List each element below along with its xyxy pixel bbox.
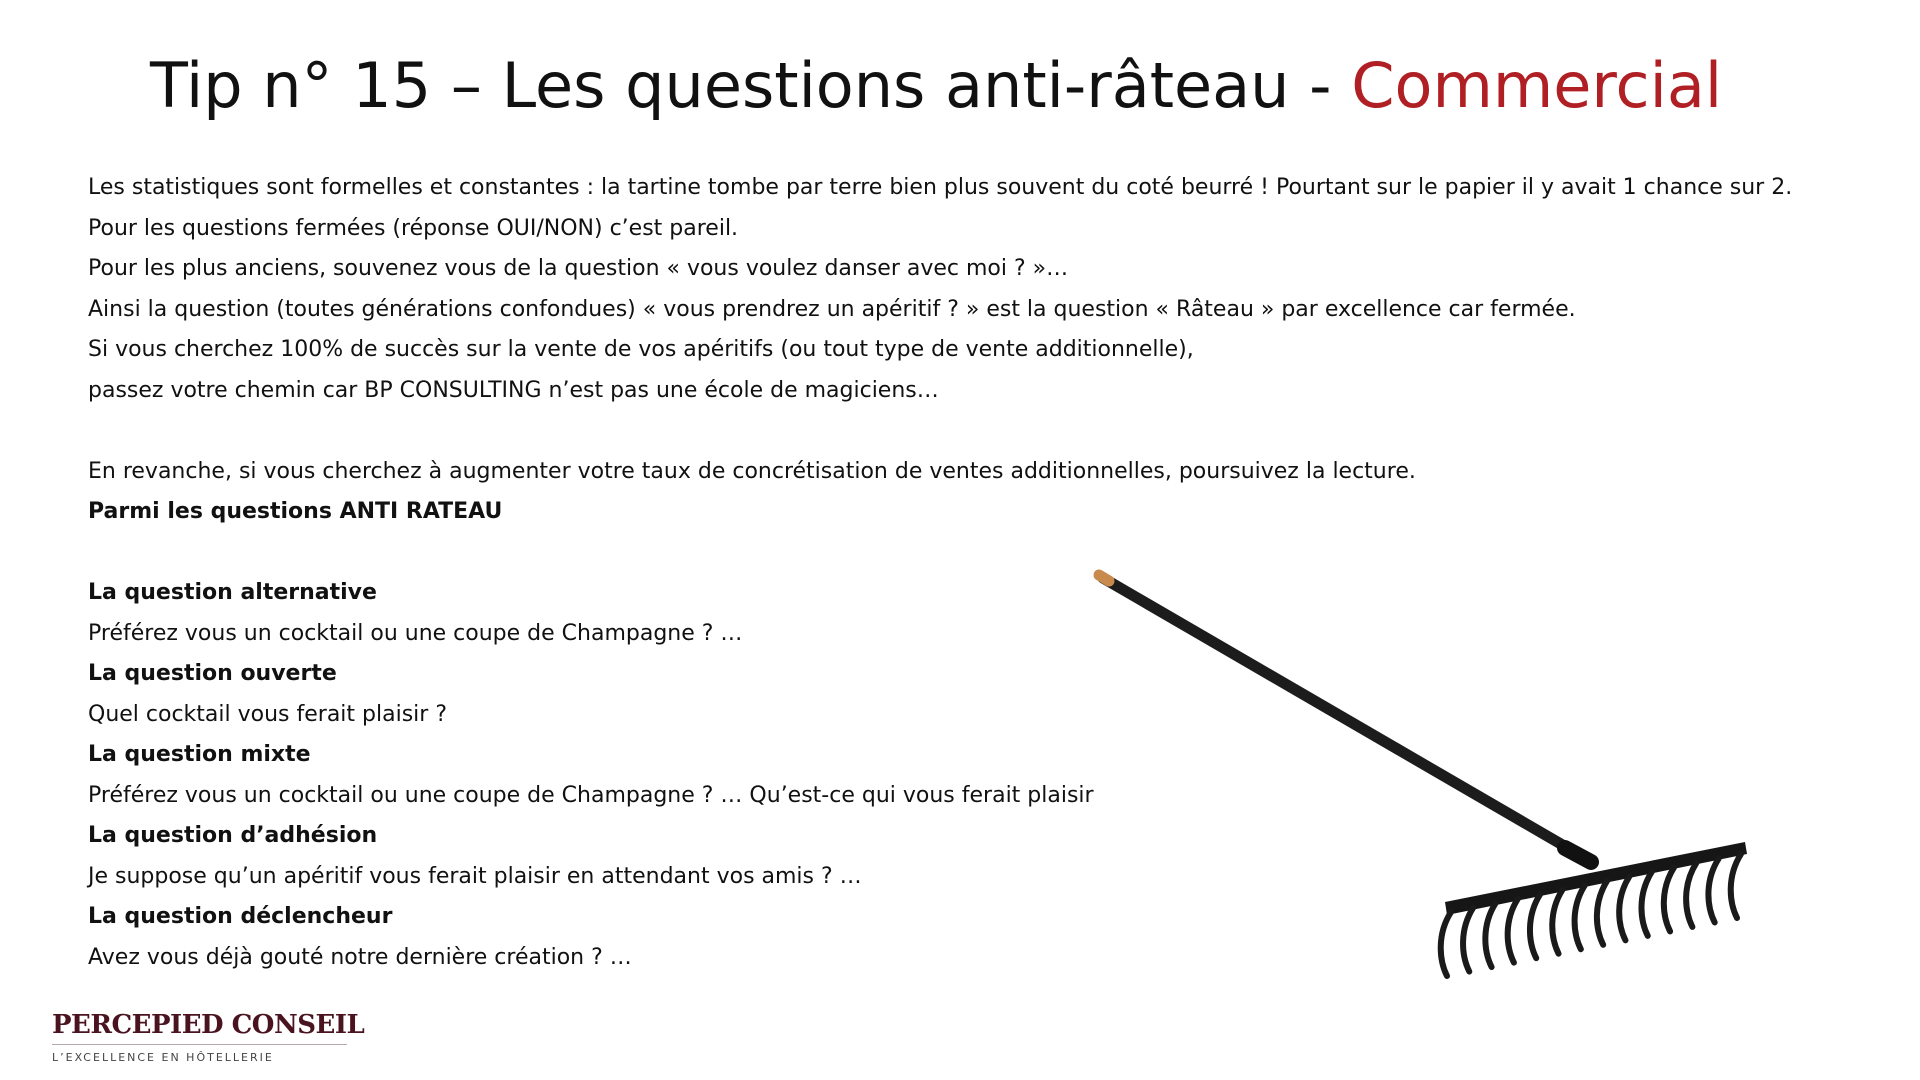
question-heading: La question mixte [88, 742, 311, 767]
rake-ferrule [1565, 848, 1591, 862]
question-heading: La question d’adhésion [88, 823, 378, 848]
body-line: En revanche, si vous cherchez à augmenter votre taux de concrétisation de ventes additionnelles, poursuivez la lecture. [88, 458, 1416, 484]
company-logo [52, 1012, 372, 1064]
question-heading: La question alternative [88, 580, 377, 605]
question-example: Avez vous déjà gouté notre dernière création ? … [88, 944, 632, 970]
rake-tine [1597, 881, 1607, 945]
slide-title [150, 49, 1723, 122]
rake-tine [1508, 899, 1518, 963]
rake-tine [1731, 854, 1741, 918]
rake-tine [1552, 890, 1562, 954]
rake-tine [1686, 863, 1696, 927]
section-heading: Parmi les questions ANTI RATEAU [88, 499, 503, 524]
question-example: Préférez vous un cocktail ou une coupe de Champagne ? … [88, 620, 743, 646]
rake-tine [1708, 858, 1718, 922]
slide-title-main: Tip n° 15 – Les questions anti-râteau - [150, 49, 1352, 122]
body-line: passez votre chemin car BP CONSULTING n’est pas une école de magiciens… [88, 377, 939, 403]
body-line: Si vous cherchez 100% de succès sur la vente de vos apéritifs (ou tout type de vente additionnelle), [88, 337, 1194, 362]
question-example: Préférez vous un cocktail ou une coupe de Champagne ? … Qu’est-ce qui vous ferait plaisir [88, 782, 1094, 808]
rake-tine [1642, 872, 1652, 936]
rake-handle-tip [1099, 575, 1109, 581]
rake-tine [1441, 912, 1451, 976]
rake-handle [1103, 578, 1585, 858]
body-line: Pour les questions fermées (réponse OUI/NON) c’est pareil. [88, 215, 739, 241]
body-line: Pour les plus anciens, souvenez vous de la question « vous voulez danser avec moi ? »… [88, 256, 1069, 281]
logo-divider [52, 1044, 347, 1045]
rake-tine [1530, 894, 1540, 958]
rake-tines [1441, 854, 1741, 976]
question-example: Quel cocktail vous ferait plaisir ? [88, 701, 447, 727]
slide-title-accent: Commercial [1351, 49, 1723, 122]
question-heading: La question ouverte [88, 661, 337, 686]
question-heading: La question déclencheur [88, 904, 393, 929]
rake-tine [1619, 876, 1629, 940]
body-line: Les statistiques sont formelles et constantes : la tartine tombe par terre bien plus souvent du coté beurré ! Pourtant sur le papier il y avait 1 chance sur 2. [88, 175, 1793, 200]
paragraph-spacer [88, 411, 1808, 452]
rake-tine [1463, 908, 1473, 972]
rake-icon [1085, 560, 1785, 980]
question-example: Je suppose qu’un apéritif vous ferait plaisir en attendant vos amis ? … [88, 863, 862, 889]
logo-name: PERCEPIED CONSEIL [52, 1010, 365, 1040]
body-line: Ainsi la question (toutes générations confondues) « vous prendrez un apéritif ? » est la question « Râteau » par excellence car fermée. [88, 296, 1576, 322]
rake-tine [1575, 885, 1585, 949]
logo-tagline: L’EXCELLENCE EN HÔTELLERIE [52, 1051, 274, 1064]
rake-tine [1664, 867, 1674, 931]
rake-tine [1485, 903, 1495, 967]
